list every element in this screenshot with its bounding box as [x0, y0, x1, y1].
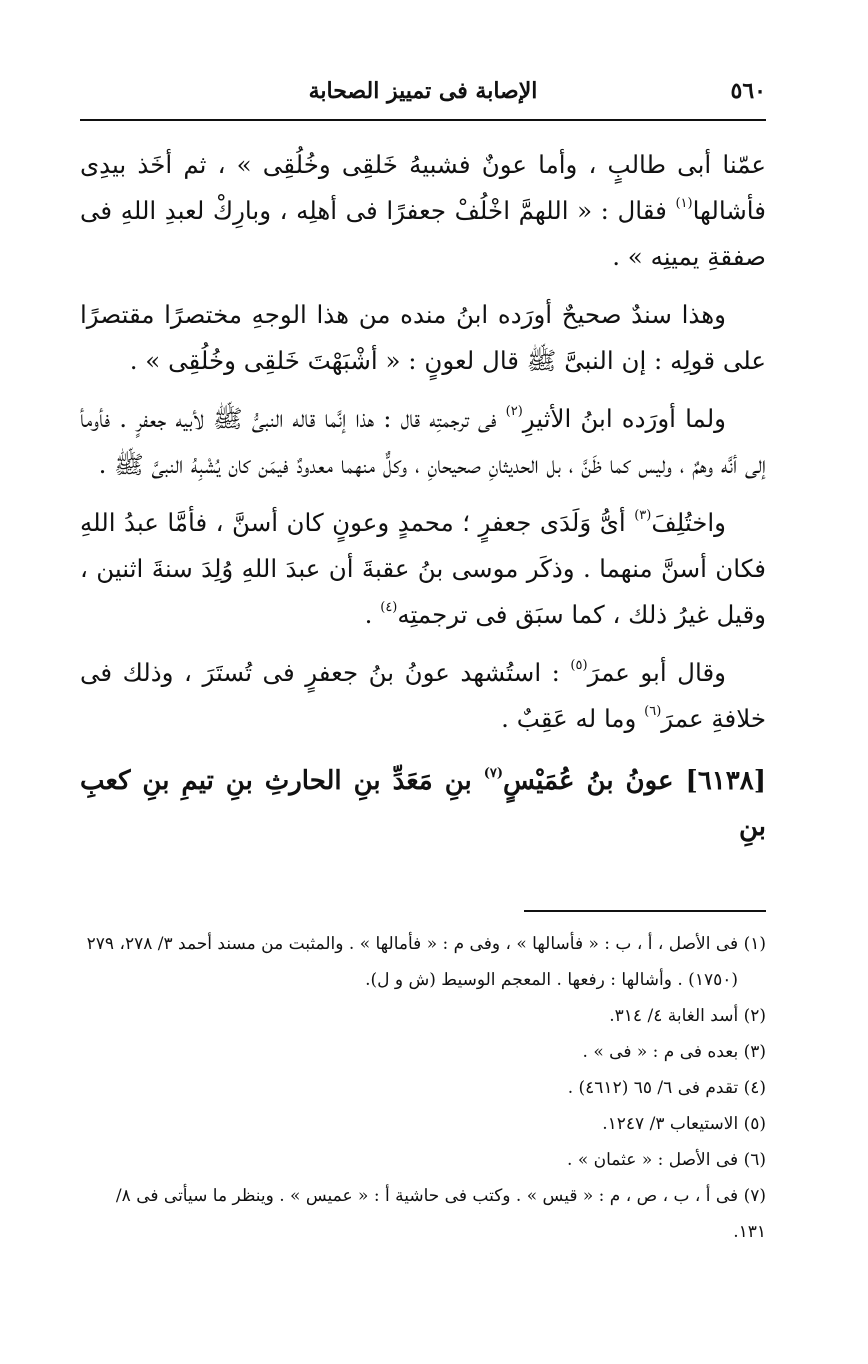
footnotes — [80, 926, 766, 1250]
text-segment: بنِ مَعَدِّ بنِ الحارثِ بنِ تيمِ بنِ كعبِ بنِ — [80, 766, 766, 842]
footnote-7: (٧) فى أ ، ب ، ص ، م : « قيس » . وكتب فى حاشية أ : « عميس » . وينظر ما سيأتى فى ٨/ ١٣١. — [115, 1186, 766, 1242]
text-segment: فقال : « اللهمَّ اخْلُفْ جعفرًا فى أهلِه ، وبارِكْ لعبدِ اللهِ فى صفقةِ يمينِه » . — [80, 196, 766, 271]
text-segment: وهذا سندٌ صحيحٌ أورَده ابنُ منده من هذا الوجهِ مختصرًا مقتصرًا على قولِه : إن النبىَّ ﷺ قال لعونٍ : « أشْبَهْتَ خَلقِى وخُلُقِى » . — [80, 300, 766, 375]
paragraph-5 — [80, 650, 766, 742]
footnote-3: (٣) بعده فى م : « فى » . — [582, 1042, 766, 1062]
text-segment: ولما أورَده ابنُ الأثيرِ — [522, 404, 726, 433]
text-segment: [٦١٣٨] عونُ بنُ عُمَيْسٍ — [503, 766, 767, 796]
footnote-ref-6: (٦) — [644, 704, 662, 719]
running-header — [80, 76, 766, 110]
footnote-ref-3: (٣) — [634, 508, 652, 523]
footnote-ref-1: (١) — [675, 196, 693, 211]
header-rule — [80, 119, 766, 121]
footnote-ref-5: (٥) — [570, 658, 588, 673]
footnote-5: (٥) الاستيعاب ٣/ ١٢٤٧. — [602, 1114, 766, 1134]
book-title: الإصابة فى تمييز الصحابة — [308, 78, 538, 104]
footnote-ref-2: (٢) — [505, 404, 523, 419]
text-segment: عمّنا أبى طالبٍ ، وأما عونٌ فشبيهُ خَلقِى وخُلُقِى » ، ثم أخَذ بيدِى فأشالها — [80, 150, 766, 225]
main-text — [80, 142, 766, 850]
footnote-1-continued: (١٧٥٠) . وأشالها : رفعها . المعجم الوسيط (ش و ل). — [365, 970, 738, 990]
page-number: ٥٦٠ — [730, 78, 766, 104]
text-segment: أىُّ وَلَدَى جعفرٍ ؛ محمدٍ وعونٍ كان أسنَّ ، فأمَّا عبدُ اللهِ فكان أسنَّ منهما . وذكَر موسى بنُ عقبةَ أن عبدَ اللهِ وُلِدَ سنةَ اثنين ، وقيل غيرُ ذلك ، كما سبَق فى ترجمتِه — [80, 508, 766, 629]
text-segment: وما له عَقِبٌ . — [501, 704, 645, 733]
text-segment: وقال أبو عمرَ — [587, 658, 726, 687]
page — [80, 0, 766, 1364]
text-segment: : استُشهد عونُ بنُ جعفرٍ فى تُستَرَ ، وذلك فى خلافةِ عمرَ — [80, 658, 766, 733]
footnote-6: (٦) فى الأصل : « عثمان » . — [567, 1150, 766, 1170]
text-segment: واختُلِفَ — [651, 508, 726, 537]
footnote-2: (٢) أسد الغابة ٤/ ٣١٤. — [609, 1006, 766, 1026]
footnote-1: (١) فى الأصل ، أ ، ب : « فأسالها » ، وفى م : « فأمالها » . والمثبت من مسند أحمد ٣/ ٢٧٨، ٢٧٩ — [86, 934, 766, 954]
footnote-rule — [524, 910, 766, 912]
text-segment: فى ترجمتِه قال : هذا إنَّما قاله النبىُّ ﷺ لأبيه جعفرٍ . فأومأ إلى أنَّه وهمٌ ، وليس كما ظَنَّ ، بل الحديثانِ صحيحانِ ، وكلٌّ منهما معدودٌ فيمَن كان يُشْبِهُ النبىَّ ﷺ . — [80, 404, 766, 479]
footnote-4: (٤) تقدم فى ٦/ ٦٥ (٤٦١٢) . — [567, 1078, 766, 1098]
paragraph-2 — [80, 292, 766, 384]
paragraph-4 — [80, 500, 766, 638]
text-segment: . — [364, 600, 381, 629]
paragraph-3 — [80, 396, 766, 488]
footnote-ref-4: (٤) — [380, 600, 398, 615]
paragraph-1 — [80, 142, 766, 280]
entry-heading — [80, 758, 766, 850]
footnote-ref-7: (٧) — [483, 766, 504, 781]
